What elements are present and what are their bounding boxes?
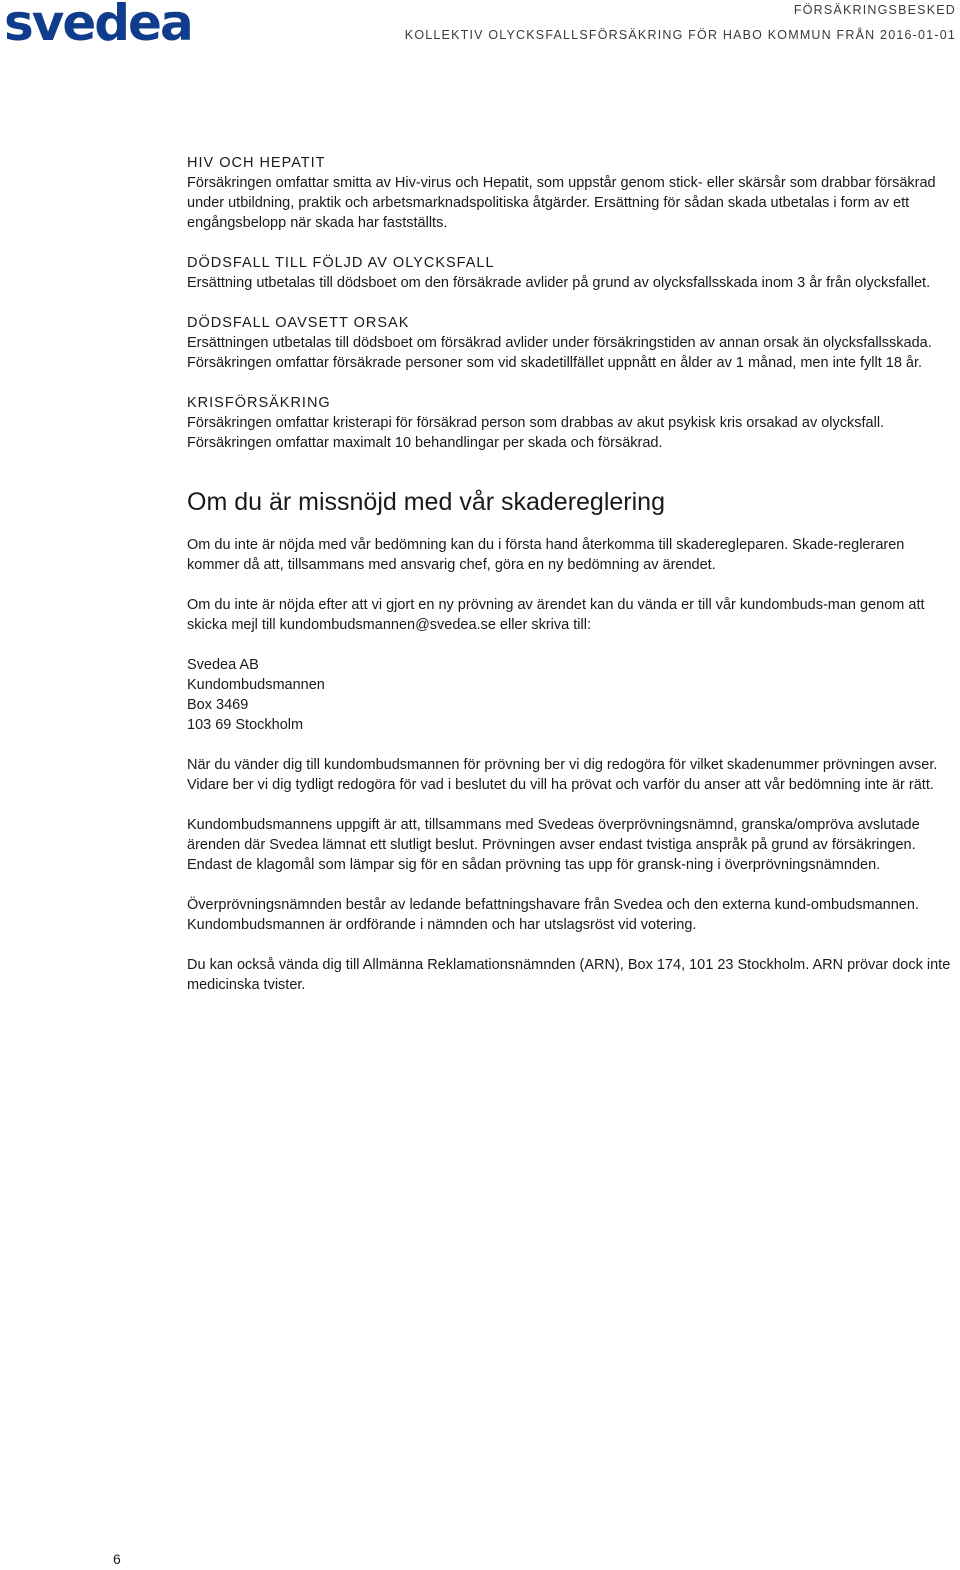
main-content xyxy=(187,153,955,1015)
complaint-paragraph: Om du inte är nöjda med vår bedömning kan du i första hand återkomma till skadereglераren. Skade-regleraren kommer då att, tillsammans med ansvarig chef, göra en ny bedömning av ärendet. xyxy=(187,537,905,573)
section-heading: DÖDSFALL TILL FÖLJD AV OLYCKSFALL xyxy=(187,255,495,271)
section-hiv-hepatit xyxy=(187,153,955,233)
page-number: 6 xyxy=(113,1551,121,1567)
section-body: Ersättning utbetalas till dödsboet om den försäkrade avlider på grund av olycksfallsskada inom 3 år från olycksfallet. xyxy=(187,275,931,291)
address-line: 103 69 Stockholm xyxy=(187,717,304,733)
document-header xyxy=(405,2,956,43)
address-line: Svedea AB xyxy=(187,657,259,673)
section-dodsfall-olycksfall xyxy=(187,253,955,293)
complaint-paragraph: Överprövningsnämnden består av ledande befattningshavare från Svedea och den externa kund-ombudsmannen. Kundombudsmannen är ordförande i nämnden och har utslagsröst vid votering. xyxy=(187,897,919,933)
section-body: Försäkringen omfattar smitta av Hiv-virus och Hepatit, som uppstår genom stick- eller skärsår som drabbar försäkrad under utbildning, praktik och arbetsmarknadspolitiska åtgärder. Ersättning för sådan skada utbetalas i form av ett engångsbelopp när skada har fastställts. xyxy=(187,175,936,231)
postal-address xyxy=(187,655,955,735)
complaint-paragraph: Om du inte är nöjda efter att vi gjort en ny prövning av ärendet kan du vända er till vår kundombuds-man genom att skicka mejl till kundombudsmannen@svedea.se eller skriva till: xyxy=(187,597,925,633)
section-heading: HIV OCH HEPATIT xyxy=(187,155,326,171)
section-body: Ersättningen utbetalas till dödsboet om försäkrad avlider under försäkringstiden av annan orsak än olycksfallsskada. Försäkringen omfattar försäkrade personer som vid skadetillfället uppnått en ålder av 1 månad, men inte fyllt 18 år. xyxy=(187,335,932,371)
complaint-title: Om du är missnöjd med vår skadereglering xyxy=(187,488,665,516)
document-type: FÖRSÄKRINGSBESKED xyxy=(793,3,956,17)
section-heading: DÖDSFALL OAVSETT ORSAK xyxy=(187,315,410,331)
address-line: Kundombudsmannen xyxy=(187,677,325,693)
section-body: Försäkringen omfattar kristerapi för försäkrad person som drabbas av akut psykisk kris orsakad av olycksfall. Försäkringen omfattar maximalt 10 behandlingar per skada och försäkrad. xyxy=(187,415,885,451)
document-title: KOLLEKTIV OLYCKSFALLSFÖRSÄKRING FÖR HABO KOMMUN FRÅN 2016-01-01 xyxy=(404,28,956,42)
address-line: Box 3469 xyxy=(187,697,249,713)
complaint-paragraph: När du vänder dig till kundombudsmannen för prövning ber vi dig redogöra för vilket skadenummer prövningen avser. Vidare ber vi dig tydligt redogöra för vad i beslutet du vill ha prövat och varför du anser att vår bedömning inte är rätt. xyxy=(187,757,938,793)
complaint-paragraph: Du kan också vända dig till Allmänna Reklamationsnämnden (ARN), Box 174, 101 23 Stockholm. ARN prövar dock inte medicinska tvister. xyxy=(187,957,951,993)
complaint-paragraph: Kundombudsmannens uppgift är att, tillsammans med Svedeas överprövningsnämnd, granska/ompröva avslutade ärenden där Svedea lämnat ett slutligt beslut. Prövningen avser endast tvistiga anspråk på grund av försäkringen. Endast de klagomål som lämpar sig för en sådan prövning tas upp för gransk-ning i överprövningsnämnden. xyxy=(187,817,920,873)
svedea-logo: svedea xyxy=(4,0,192,52)
section-heading: KRISFÖRSÄKRING xyxy=(187,395,331,411)
section-krisforsakring xyxy=(187,393,955,453)
section-dodsfall-oavsett-orsak xyxy=(187,313,955,373)
